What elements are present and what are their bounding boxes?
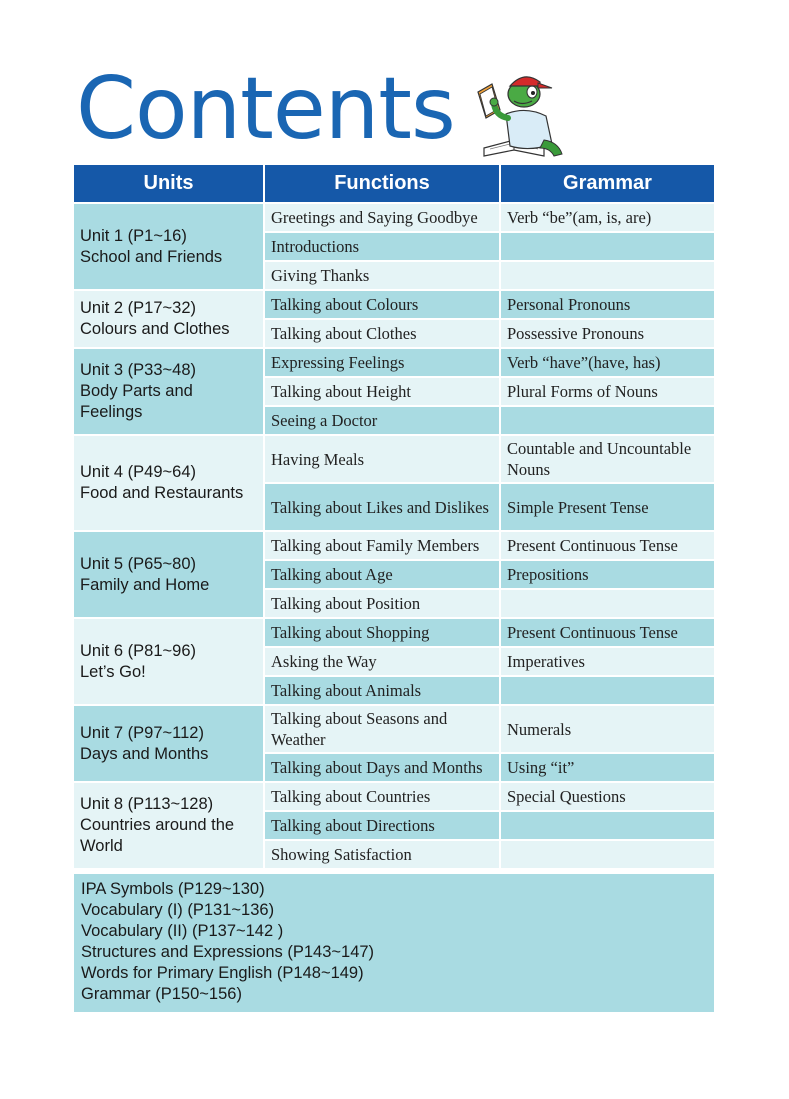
units-header: Units xyxy=(74,165,263,202)
function-cell: Talking about Seasons and Weather xyxy=(263,704,499,752)
page-title: Contents xyxy=(76,59,455,159)
function-cell: Talking about Age xyxy=(263,559,499,588)
table-row xyxy=(74,704,714,752)
grammar-cell xyxy=(499,675,714,704)
function-cell: Greetings and Saying Goodbye xyxy=(263,202,499,231)
table-row xyxy=(74,530,714,559)
unit-cell: Unit 3 (P33~48) Body Parts and Feelings xyxy=(74,347,263,434)
table-header-row xyxy=(74,165,714,202)
unit-cell: Unit 5 (P65~80) Family and Home xyxy=(74,530,263,617)
function-cell: Expressing Feelings xyxy=(263,347,499,376)
table-row xyxy=(74,289,714,318)
grammar-cell: Numerals xyxy=(499,704,714,752)
functions-header: Functions xyxy=(263,165,499,202)
appendix-list xyxy=(74,874,714,1012)
grammar-cell: Prepositions xyxy=(499,559,714,588)
unit-cell: Unit 8 (P113~128) Countries around the World xyxy=(74,781,263,868)
unit-cell: Unit 7 (P97~112) Days and Months xyxy=(74,704,263,781)
function-cell: Talking about Animals xyxy=(263,675,499,704)
appendix-item: IPA Symbols (P129~130) xyxy=(81,880,265,898)
table-row xyxy=(74,781,714,810)
function-cell: Talking about Height xyxy=(263,376,499,405)
grammar-cell: Special Questions xyxy=(499,781,714,810)
unit-cell: Unit 6 (P81~96) Let’s Go! xyxy=(74,617,263,704)
contents-table xyxy=(74,165,714,868)
grammar-cell xyxy=(499,231,714,260)
appendix-item: Grammar (P150~156) xyxy=(81,985,242,1003)
grammar-cell xyxy=(499,405,714,434)
grammar-cell xyxy=(499,588,714,617)
grammar-cell: Verb “have”(have, has) xyxy=(499,347,714,376)
grammar-cell: Possessive Pronouns xyxy=(499,318,714,347)
grammar-cell xyxy=(499,260,714,289)
table-row xyxy=(74,202,714,231)
function-cell: Introductions xyxy=(263,231,499,260)
function-cell: Talking about Days and Months xyxy=(263,752,499,781)
grammar-cell: Personal Pronouns xyxy=(499,289,714,318)
grammar-cell: Verb “be”(am, is, are) xyxy=(499,202,714,231)
table-row xyxy=(74,434,714,482)
function-cell: Showing Satisfaction xyxy=(263,839,499,868)
function-cell: Talking about Clothes xyxy=(263,318,499,347)
appendix-item: Structures and Expressions (P143~147) xyxy=(81,943,375,961)
function-cell: Giving Thanks xyxy=(263,260,499,289)
appendix-item: Vocabulary (II) (P137~142 ) xyxy=(81,922,284,940)
grammar-cell: Present Continuous Tense xyxy=(499,617,714,646)
grammar-cell: Simple Present Tense xyxy=(499,482,714,530)
function-cell: Talking about Likes and Dislikes xyxy=(263,482,499,530)
appendix-item: Vocabulary (I) (P131~136) xyxy=(81,901,275,919)
function-cell: Asking the Way xyxy=(263,646,499,675)
function-cell: Having Meals xyxy=(263,434,499,482)
table-row xyxy=(74,617,714,646)
appendix-item: Words for Primary English (P148~149) xyxy=(81,964,364,982)
function-cell: Talking about Directions xyxy=(263,810,499,839)
function-cell: Seeing a Doctor xyxy=(263,405,499,434)
grammar-cell: Present Continuous Tense xyxy=(499,530,714,559)
unit-cell: Unit 4 (P49~64) Food and Restaurants xyxy=(74,434,263,530)
function-cell: Talking about Family Members xyxy=(263,530,499,559)
function-cell: Talking about Countries xyxy=(263,781,499,810)
function-cell: Talking about Position xyxy=(263,588,499,617)
grammar-cell xyxy=(499,810,714,839)
unit-cell: Unit 2 (P17~32) Colours and Clothes xyxy=(74,289,263,347)
table-row xyxy=(74,347,714,376)
function-cell: Talking about Colours xyxy=(263,289,499,318)
grammar-cell: Countable and Uncountable Nouns xyxy=(499,434,714,482)
unit-cell: Unit 1 (P1~16) School and Friends xyxy=(74,202,263,289)
function-cell: Talking about Shopping xyxy=(263,617,499,646)
grammar-cell: Imperatives xyxy=(499,646,714,675)
reading-turtle-mascot-icon xyxy=(470,70,570,162)
grammar-cell: Using “it” xyxy=(499,752,714,781)
grammar-header: Grammar xyxy=(499,165,714,202)
grammar-cell xyxy=(499,839,714,868)
grammar-cell: Plural Forms of Nouns xyxy=(499,376,714,405)
